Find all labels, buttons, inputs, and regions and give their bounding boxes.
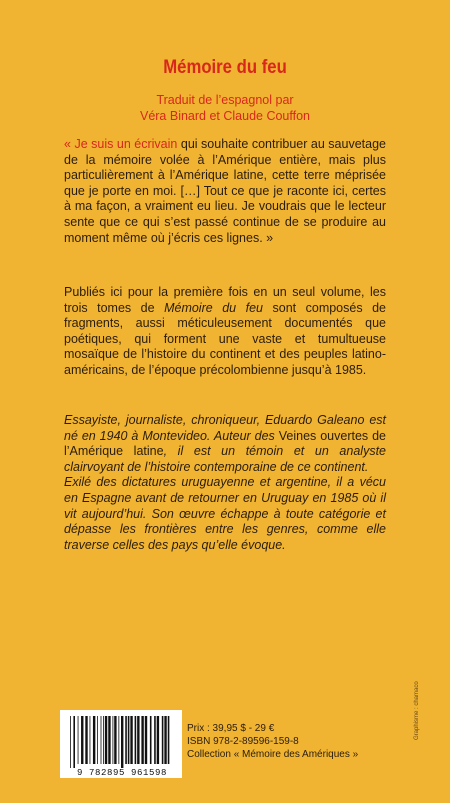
bio-book-title: Veines ouvertes de l’Amérique latine [64, 428, 387, 459]
barcode-bar [97, 716, 98, 764]
barcode-bar [157, 716, 159, 764]
barcode-bar [85, 716, 87, 764]
barcode-bar [125, 716, 127, 764]
barcode-bar [114, 716, 116, 764]
translation-line-2: Véra Binard et Claude Couffon [139, 109, 311, 123]
bio-part-1c: , il est un témoin et un analyste clairvoyant de l’histoire contemporaine de ce continent. [64, 444, 386, 474]
description-part-1: Publiés ici pour la première fois en un seul volume, les trois tomes de [64, 285, 386, 315]
author-quote [64, 137, 386, 246]
description-title-italic: Mémoire du feu [164, 300, 263, 315]
barcode-bar [145, 716, 147, 764]
collection: Collection « Mémoire des Amériques » [187, 749, 359, 760]
author-bio [64, 413, 386, 553]
barcode-digits: 9 782895 961598 [76, 768, 167, 778]
barcode-bars [68, 716, 174, 768]
barcode-bar [105, 716, 107, 764]
barcode-bar [73, 716, 75, 768]
barcode-bar [103, 716, 104, 764]
barcode-bar [90, 716, 91, 764]
quote-accent: « Je suis un écrivain [64, 137, 178, 151]
bio-part-1: Essayiste, journaliste, chroniqueur, Eduardo Galeano est né en 1940 à Montevideo. Auteur des [64, 413, 386, 443]
barcode-bar [162, 716, 164, 764]
barcode-bar [168, 716, 170, 764]
book-description [64, 285, 386, 379]
bio-paragraph-2: Exilé des dictatures uruguayenne et argentine, il a vécu en Espagne avant de retourner en Uruguay en 1985 où il vit aujourd’hui. Son œuvre échappe à toute catégorie et dépasse les frontières entre les genres, comme elle traverse celles des pays qu’elle évoque. [64, 475, 386, 552]
barcode-bar [108, 716, 110, 764]
price: Prix : 39,95 $ - 29 € [187, 723, 275, 734]
barcode-bar [128, 716, 130, 764]
publication-info [187, 722, 358, 761]
barcode [60, 710, 182, 778]
barcode-bar [113, 716, 114, 764]
barcode-bar [135, 716, 137, 764]
barcode-bar [141, 716, 143, 764]
quote-text: qui souhaite contribuer au sauvetage de la mémoire volée à l’Amérique entière, mais plus particulièrement à l’Amérique latine, cette terre méprisée que je porte en moi. […] Tout ce que je raconte ici, certes à ma façon, a vraiment eu lieu. Je voudrais que le lecteur sente que ce qui s’est passé continue de se produire au moment même où j’écris ces lignes. » [64, 137, 386, 245]
barcode-bar [137, 716, 139, 764]
barcode-bar [121, 716, 123, 768]
barcode-bar [70, 716, 71, 768]
description-part-2: sont composés de fragments, aussi méticuleusement documentés que poétiques, qui forment une vaste et tumultueuse mosaïque de l’histoire du continent et des peuples latino-américains, de l’époque précolombienne jusqu’à 1985. [64, 300, 386, 377]
barcode-bar [78, 716, 79, 764]
barcode-bar [118, 716, 119, 764]
barcode-bar [101, 716, 102, 764]
isbn: ISBN 978-2-89596-159-8 [187, 736, 299, 747]
barcode-bar [154, 716, 156, 764]
barcode-bar [150, 716, 152, 764]
translation-credits [0, 92, 450, 124]
design-credit: Graphisme : chamaco [414, 681, 420, 740]
translation-line-1: Traduit de l’espagnol par [156, 93, 294, 107]
barcode-bar [81, 716, 83, 764]
book-title: Mémoire du feu [163, 57, 287, 78]
barcode-bar [164, 716, 166, 764]
barcode-bar [93, 716, 95, 764]
barcode-bar [130, 716, 132, 764]
